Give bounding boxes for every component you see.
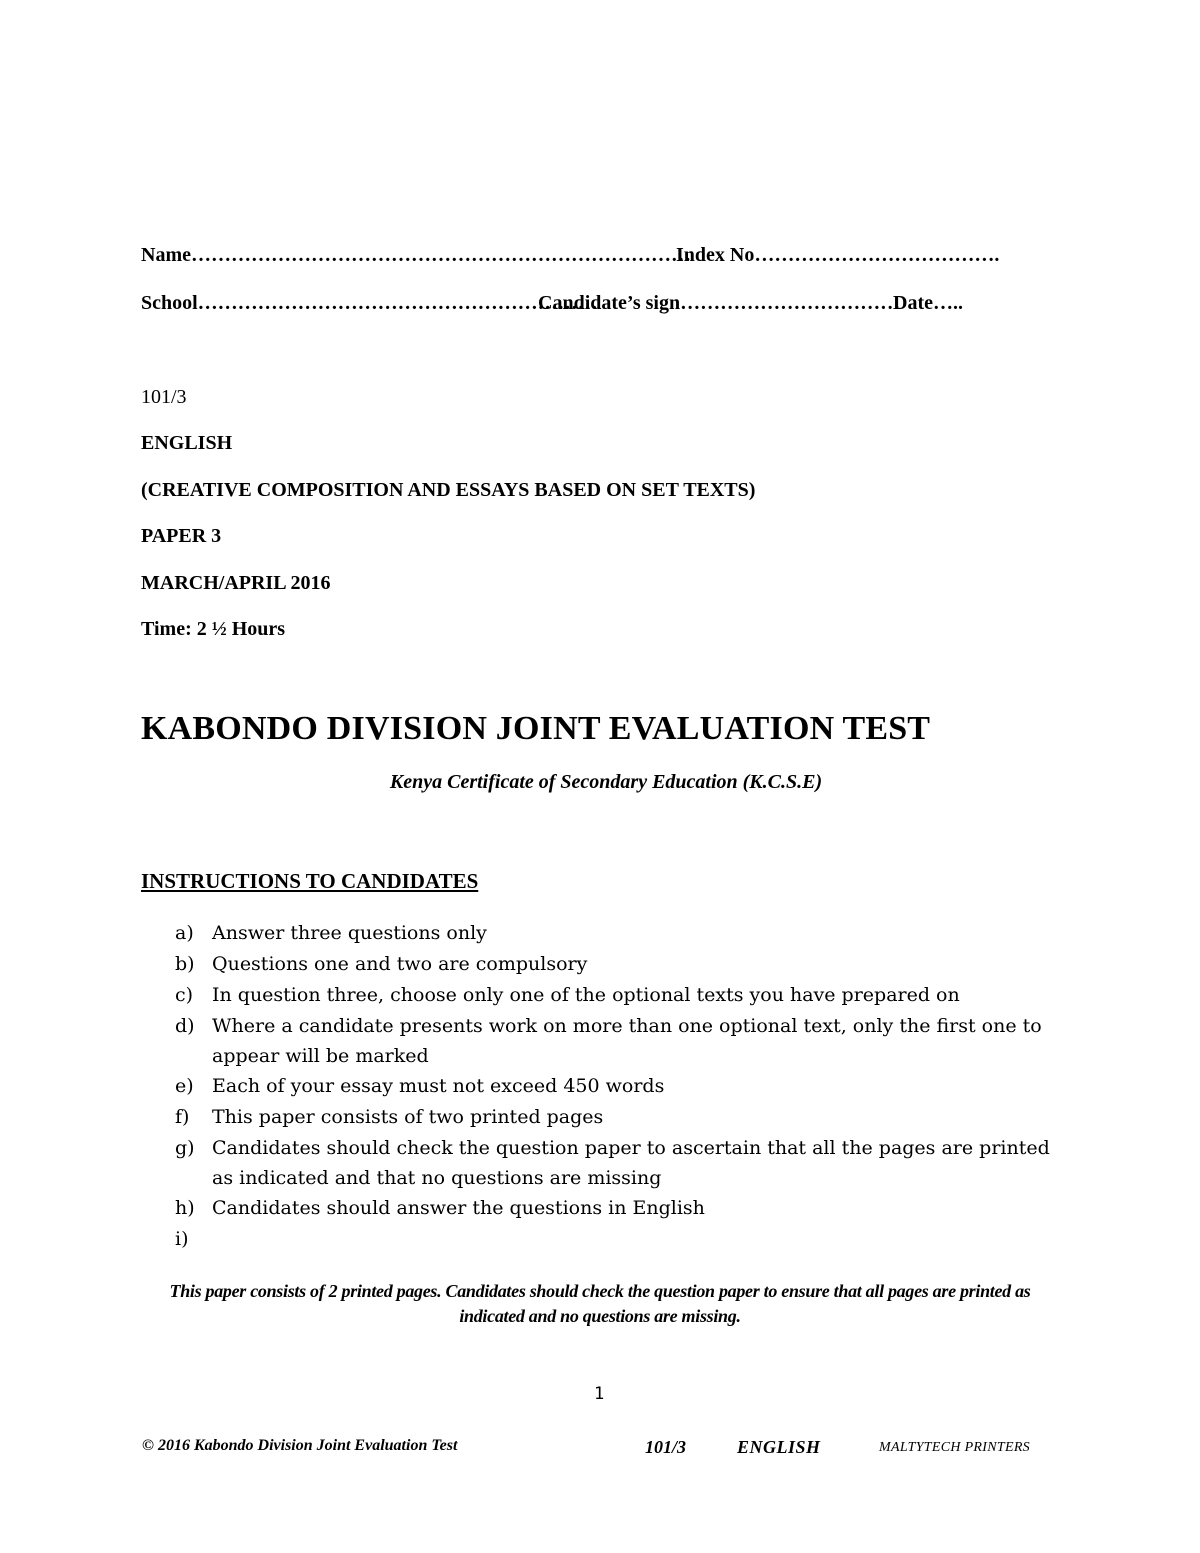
instruction-text: This paper consists of two printed pages <box>212 1106 604 1128</box>
paper-description: (CREATIVE COMPOSITION AND ESSAYS BASED ON SET TEXTS) <box>141 479 756 501</box>
pages-notice: This paper consists of 2 printed pages. Candidates should check the question paper to ensure that all pages are printed as indicated and no questions are missing. <box>169 1281 1031 1326</box>
instruction-marker: h) <box>175 1197 195 1219</box>
instruction-marker: a) <box>175 922 194 944</box>
page-number: 1 <box>594 1384 605 1404</box>
instruction-item <box>175 949 1075 980</box>
footer-printer: MALTYTECH PRINTERS <box>879 1440 1030 1455</box>
instruction-marker: i) <box>175 1228 189 1250</box>
footer-paper-code: 101/3 <box>645 1437 687 1457</box>
paper-time: Time: 2 ½ Hours <box>141 618 286 640</box>
exam-subtitle: Kenya Certificate of Secondary Education (K.C.S.E) <box>389 771 823 793</box>
instruction-text: Candidates should check the question paper to ascertain that all the pages are printed as indicated and that no questions are missing <box>212 1137 1050 1189</box>
instruction-marker: c) <box>175 984 194 1006</box>
instruction-text: Each of your essay must not exceed 450 words <box>212 1075 665 1097</box>
instruction-text <box>212 1224 1075 1255</box>
instruction-marker: f) <box>175 1106 190 1128</box>
instruction-text: Candidates should answer the questions in English <box>212 1197 705 1219</box>
footer-copyright: © 2016 Kabondo Division Joint Evaluation Test <box>142 1437 458 1454</box>
instruction-item <box>175 1193 1075 1224</box>
name-field: Name………………………………………………………………… <box>141 244 691 266</box>
instructions-heading: INSTRUCTIONS TO CANDIDATES <box>141 869 479 893</box>
instruction-text: Where a candidate presents work on more than one optional text, only the first one to appear will be marked <box>212 1015 1042 1067</box>
instructions-list <box>175 918 1075 1255</box>
school-field: School…………………………………………………… <box>141 292 598 314</box>
instruction-text: Questions one and two are compulsory <box>212 953 588 975</box>
instruction-text: Answer three questions only <box>212 922 487 944</box>
paper-subject: ENGLISH <box>141 432 233 454</box>
instruction-item <box>175 1133 1075 1193</box>
instruction-marker: e) <box>175 1075 194 1097</box>
instruction-marker: d) <box>175 1015 195 1037</box>
instruction-item <box>175 918 1075 949</box>
candidate-sign-field: Candidate’s sign…………………………… <box>538 292 901 314</box>
instruction-item <box>175 1011 1075 1071</box>
instruction-text: In question three, choose only one of the optional texts you have prepared on <box>212 984 960 1006</box>
paper-session: MARCH/APRIL 2016 <box>141 572 331 594</box>
instruction-item <box>175 1224 1075 1255</box>
instruction-item <box>175 980 1075 1011</box>
footer-subject: ENGLISH <box>737 1437 821 1457</box>
instruction-marker: b) <box>175 953 195 975</box>
paper-number: PAPER 3 <box>141 525 222 547</box>
paper-code: 101/3 <box>141 386 187 408</box>
exam-title: KABONDO DIVISION JOINT EVALUATION TEST <box>141 710 931 747</box>
instruction-item <box>175 1071 1075 1102</box>
date-field: Date….. <box>893 292 963 314</box>
instruction-item <box>175 1102 1075 1133</box>
instruction-marker: g) <box>175 1137 195 1159</box>
index-number-field: Index No………………………………. <box>676 244 1000 266</box>
